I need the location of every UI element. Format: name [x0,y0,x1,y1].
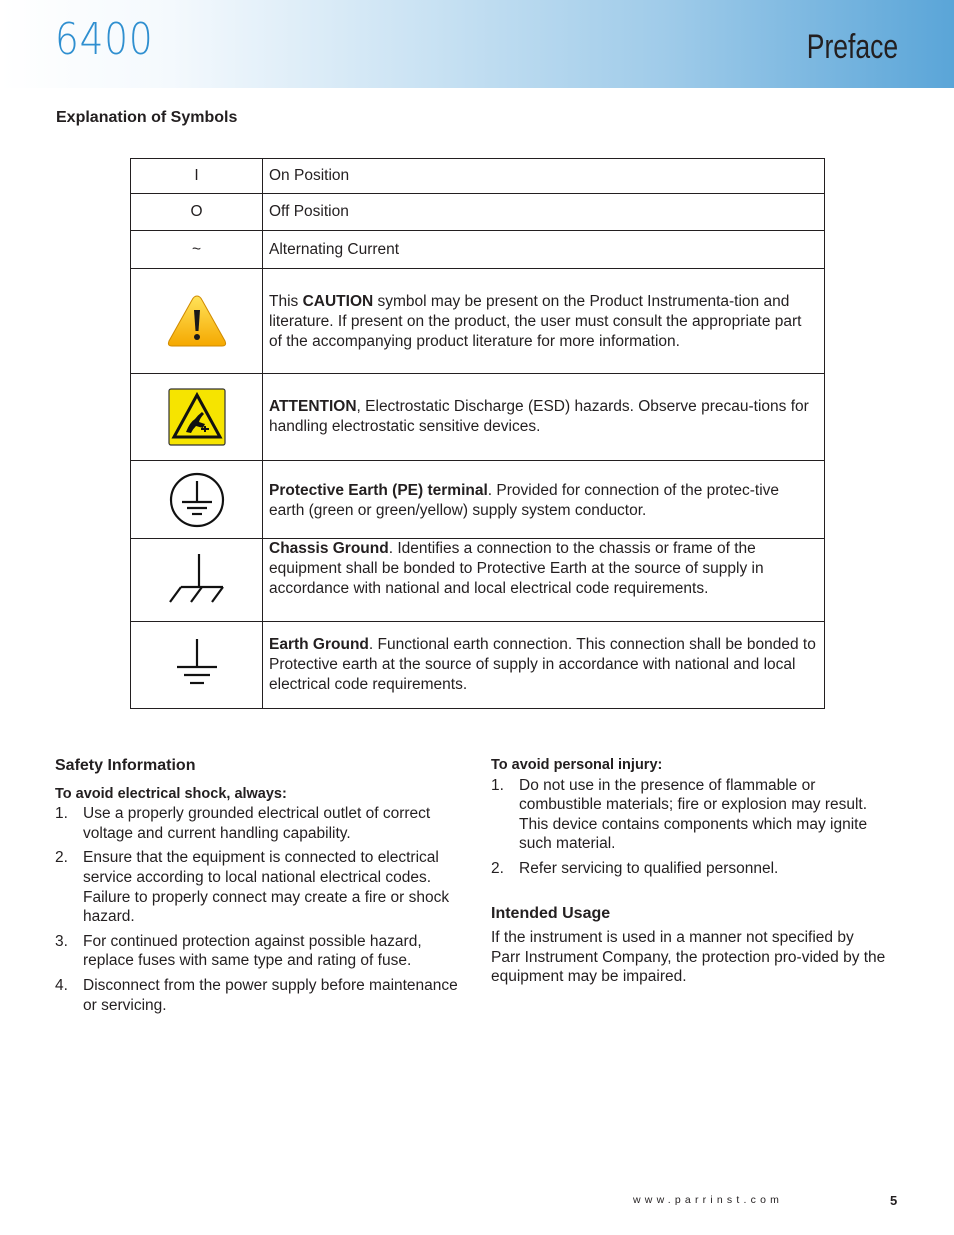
symbol-cell [131,374,263,461]
esd-warning-icon [168,388,226,446]
table-row [131,231,825,269]
list-item: 3. For continued protection against possible hazard, replace fuses with same type and rating of fuse. [55,932,422,970]
injury-list [491,776,886,879]
list-item: 1. Do not use in the presence of flammable or combustible materials; fire or explosion may result. This device contains components which may ignite such material. [491,776,868,853]
usage-heading: Intended Usage [491,904,611,922]
list-item: 2. Refer servicing to qualified personnel. [491,859,779,877]
symbol-cell [131,269,263,374]
symbols-table [130,158,825,709]
symbol-description: ATTENTION, Electrostatic Discharge (ESD) hazards. Observe precau-tions for handling electrostatic sensitive devices. [263,374,825,461]
shock-subheading: To avoid electrical shock, always: [55,785,287,802]
symbol-description: Off Position [263,194,825,231]
symbols-heading: Explanation of Symbols [56,109,238,126]
symbol-description: This CAUTION symbol may be present on the Product Instrumenta-tion and literature. If present on the product, the user must consult the appropriate part of the accompanying product literature for more information. [263,269,825,374]
shock-list [55,804,465,1015]
page-header [0,0,954,88]
caution-label: CAUTION [302,293,374,310]
table-row [131,194,825,231]
symbol-description: Alternating Current [263,231,825,269]
table-row [131,461,825,539]
safety-heading: Safety Information [55,757,196,774]
symbol-cell [131,622,263,709]
symbol-cell [131,461,263,539]
chassis-ground-label: Chassis Ground [269,540,389,557]
symbol-cell [131,539,263,622]
protective-earth-icon [168,471,226,529]
table-row [131,374,825,461]
symbol-ac: ~ [131,231,263,269]
chassis-ground-icon [167,552,227,608]
section-title: Preface [806,28,898,66]
list-item: 4. Disconnect from the power supply before maintenance or servicing. [55,976,458,1014]
injury-column [491,756,886,987]
table-row [131,539,825,622]
symbol-description: On Position [263,159,825,194]
list-item: 1. Use a properly grounded electrical outlet of correct voltage and current handling capability. [55,805,431,842]
symbol-description: Earth Ground. Functional earth connection. This connection shall be bonded to Protective earth at the source of supply in accordance with national and local electrical code requirements. [263,622,825,709]
earth-ground-icon [175,637,219,693]
protective-earth-label: Protective Earth (PE) terminal [269,481,488,499]
model-number: 6400 [55,14,154,65]
symbol-off: O [131,194,263,231]
symbol-description: Protective Earth (PE) terminal. Provided for connection of the protec-tive earth (green or green/yellow) supply system conductor. [263,461,825,539]
injury-subheading: To avoid personal injury: [491,757,663,773]
table-row [131,622,825,709]
table-row [131,159,825,194]
page-number: 5 [890,1193,898,1208]
safety-column [55,756,465,1020]
usage-text: If the instrument is used in a manner not specified by Parr Instrument Company, the protection pro-vided by the equipment may be impaired. [491,929,886,986]
earth-ground-label: Earth Ground [269,636,369,653]
list-item: 2. Ensure that the equipment is connected to electrical service according to local national electrical codes. Failure to properly connect may create a fire or shock hazard. [55,849,450,926]
footer-url: www.parrinst.com [633,1194,784,1206]
symbol-on: I [131,159,263,194]
attention-label: ATTENTION [269,398,357,415]
table-row [131,269,825,374]
symbol-description: Chassis Ground. Identifies a connection to the chassis or frame of the equipment shall be bonded to Protective Earth at the source of supply in accordance with national and local electrical code requirements. [263,539,825,622]
caution-triangle-icon [166,293,228,349]
